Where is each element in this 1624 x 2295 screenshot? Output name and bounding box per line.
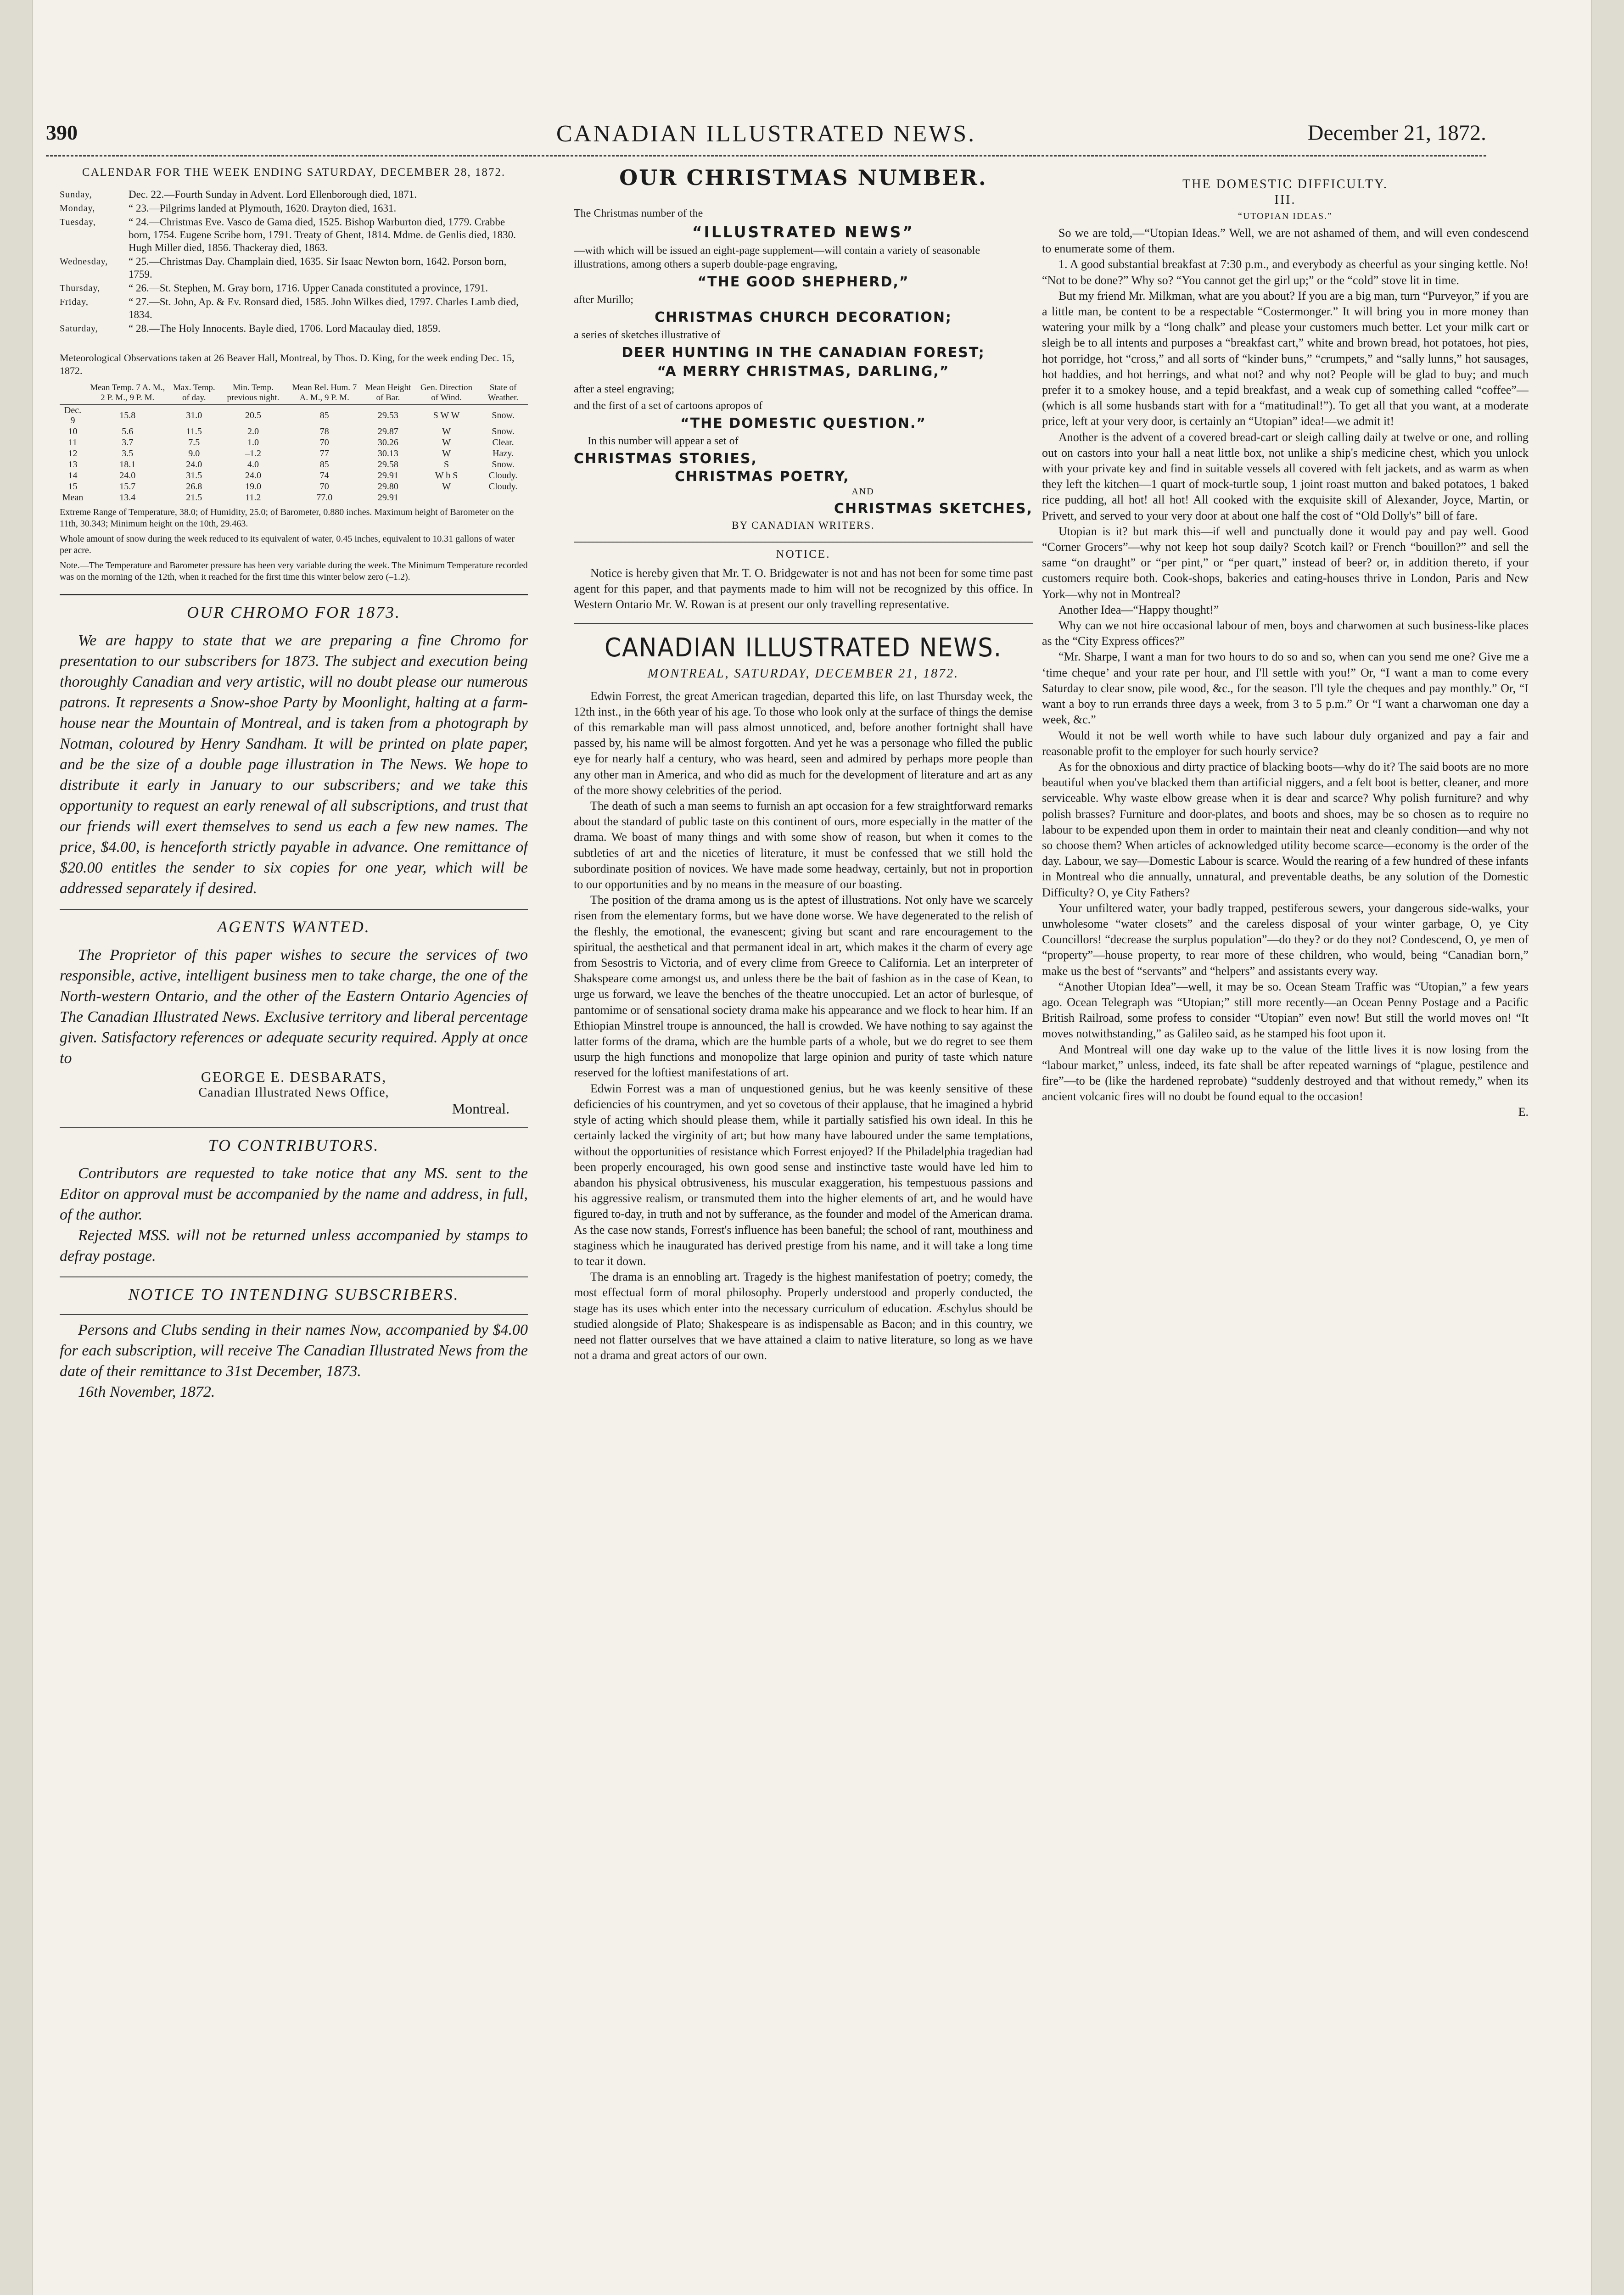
table-row xyxy=(60,492,528,503)
table-cell: –1.2 xyxy=(245,448,261,459)
calendar-row xyxy=(60,322,528,335)
domestic-paragraph: Why can we not hire occasional labour of men, boys and charwomen at such business-like places as the “City Express offices?” xyxy=(1042,619,1529,648)
domestic-signoff: E. xyxy=(1518,1105,1529,1119)
table-cell: 3.7 xyxy=(122,437,134,448)
table-cell: 18.1 xyxy=(119,459,136,470)
table-row xyxy=(60,437,528,448)
domestic-paragraph: And Montreal will one day wake up to the value of the little lives it is now losing from the “labour market,” unless, indeed, its fate shall be after repeated warnings of “plague, pestilence and fire”—to be (like the hardened reprobate) “suddenly destroyed and that without remedy,” when its ancient volcanic fires will no doubt be found equal to the occasion! xyxy=(1042,1042,1529,1103)
table-cell: 78 xyxy=(319,426,329,437)
table-cell: 15 xyxy=(68,481,78,492)
table-cell: 5.6 xyxy=(122,426,134,437)
editorial-masthead: CANADIAN ILLUSTRATED NEWS. xyxy=(605,633,1002,663)
editorial-paragraph: Edwin Forrest was a man of unquestioned genius, but he was keenly sensitive of these deficiencies of his countrymen, and yet so covetous of their applause, that he imagined a hybrid style of acting which should please them, while it partially satisfied his own ideal. In this he certainly lacked the virginity of art; but how many have laboured under the same temptations, without the opportunities of resistance which Forrest enjoyed? If the Philadelphia tragedian had been properly encouraged, his own good sense and instinctive taste would have led him to abandon his physical obtrusiveness, his muscular exaggeration, his tempestuous passions and his aggressive realism, or transmuted them into the higher elements of art, and he would have figured to-day, in truth and not by sufferance, as the founder and model of the American drama. As the case now stands, Forrest's influence has been baneful; the school of rant, mouthiness and staginess which he inaugurated has derived prestige from his name, and it will take a long time to tear it down. xyxy=(574,1081,1033,1268)
contributors-title: TO CONTRIBUTORS. xyxy=(208,1136,380,1154)
table-cell: 21.5 xyxy=(186,493,202,503)
calendar-row xyxy=(60,188,528,201)
notice-body: Notice is hereby given that Mr. T. O. Bridgewater is not and has not been for some time past agent for this paper, and that payments made to him will not be recognized by this office. In Western Ontario Mr. W. Rowan is at present our only travelling representative. xyxy=(574,566,1033,611)
table-cell: W xyxy=(442,426,451,437)
meteorology-note: Whole amount of snow during the week reduced to its equivalent of water, 0.45 inches, equivalent to 10.31 gallons of water per acre. xyxy=(60,534,515,555)
table-cell: 20.5 xyxy=(245,410,261,420)
christmas-after: after Murillo; xyxy=(574,294,633,306)
table-cell: 7.5 xyxy=(188,437,200,448)
table-cell: 11.2 xyxy=(245,493,261,503)
christmas-paper-name: “ILLUSTRATED NEWS” xyxy=(692,223,915,241)
calendar-day: Thursday, xyxy=(60,283,101,293)
table-cell xyxy=(478,492,528,503)
table-cell: 24.0 xyxy=(186,459,202,470)
table-cell: Cloudy. xyxy=(488,470,518,481)
table-cell: 74 xyxy=(319,470,329,481)
table-cell: Dec. 9 xyxy=(64,405,82,425)
table-header: Max. Temp. of day. xyxy=(169,382,219,404)
scan-edge-left xyxy=(0,0,33,2295)
chromo-body: We are happy to state that we are preparing a fine Chromo for presentation to our subscribers for 1873. The subject and execution being thoroughly Canadian and very artistic, will no doubt please our numerous patrons. It represents a Snow-shoe Party by Moonlight, halting at a farm-house near the Mountain of Montreal, and is taken from a photograph by Notman, coloured by Henry Sandham. It will be printed on plate paper, and be the size of a double page illustration in The News. We hope to distribute it early in January to our subscribers; and we take this opportunity to request an early renewal of all subscriptions, and trust that our friends will exert themselves to send us each a few new names. The price, $4.00, is henceforth strictly payable in advance. One remittance of $20.00 entitles the sender to six copies for one year, which will be addressed separately if desired. xyxy=(60,632,528,897)
calendar-day: Sunday, xyxy=(60,190,92,200)
table-cell: Cloudy. xyxy=(488,481,518,492)
subscribers-body: Persons and Clubs sending in their names Now, accompanied by $4.00 for each subscription, will receive The Canadian Illustrated News from the date of their remittance to 31st December, 1873. xyxy=(60,1321,528,1380)
christmas-appear: In this number will appear a set of xyxy=(588,435,739,447)
table-cell: 29.91 xyxy=(377,493,398,503)
table-cell: 31.0 xyxy=(186,410,202,420)
table-cell: 29.87 xyxy=(377,426,398,437)
section-divider xyxy=(60,909,528,910)
table-row xyxy=(60,459,528,470)
domestic-paragraph: So we are told,—“Utopian Ideas.” Well, we are not ashamed of them, and will even condescend to enumerate some of them. xyxy=(1042,226,1529,256)
table-cell xyxy=(414,492,478,503)
domestic-paragraph: As for the obnoxious and dirty practice of blacking boots—why do it? The said boots are no more beautiful when you've blacked them than artificial niggers, and a felt boot is better, cleaner, and more serviceable. Why waste elbow grease when it is dear and scarce? Why polish furniture? and why polish brasses? Furniture and door-plates, and boots and shoes, may be so chosen as to require no labour to be expended upon them in order to maintain their neat and cleanly condition—and why not so choose them? When articles of acknowledged utility become scarce—economy is the order of the day. Labour, we say—Domestic Labour is scarce. Would the rearing of a few hundred of these infants in Montreal who die annually, unnatural, and preventable deaths, be any solution of the Domestic Difficulty? O, ye City Fathers? xyxy=(1042,760,1529,899)
calendar-entry: Dec. 22.—Fourth Sunday in Advent. Lord Ellenborough died, 1871. xyxy=(129,189,417,200)
issue-date: December 21, 1872. xyxy=(1307,121,1486,145)
calendar-entry: “ 26.—St. Stephen, M. Gray born, 1716. Upper Canada constituted a province, 1791. xyxy=(129,282,488,294)
christmas-byline: BY CANADIAN WRITERS. xyxy=(732,520,875,531)
table-header: Min. Temp. previous night. xyxy=(219,382,287,404)
table-cell: 77 xyxy=(319,448,329,459)
table-cell: 29.53 xyxy=(377,410,398,420)
domestic-number: III. xyxy=(1274,193,1296,207)
table-cell: 70 xyxy=(319,481,329,492)
meteorology-table xyxy=(60,382,528,503)
christmas-engraving: “THE GOOD SHEPHERD,” xyxy=(697,274,909,290)
table-cell: Mean xyxy=(62,493,84,503)
calendar-list xyxy=(60,188,528,335)
table-cell: 13.4 xyxy=(119,493,136,503)
table-cell: Snow. xyxy=(492,459,515,470)
header-rule xyxy=(46,155,1486,157)
calendar-title: CALENDAR FOR THE WEEK ENDING SATURDAY, DECEMBER 28, 1872. xyxy=(82,166,506,179)
domestic-paragraph: Would it not be well worth while to have such labour duly organized and pay a fair and reasonable profit to the employer for such hourly service? xyxy=(1042,728,1529,758)
table-header-row xyxy=(60,382,528,404)
column-right xyxy=(1042,165,1529,2194)
newspaper-page xyxy=(46,0,1578,2295)
calendar-entry: “ 28.—The Holy Innocents. Bayle died, 1706. Lord Macaulay died, 1859. xyxy=(129,323,441,334)
table-cell: 15.7 xyxy=(119,481,136,492)
christmas-poetry: CHRISTMAS POETRY, xyxy=(675,469,850,485)
table-header: Mean Height of Bar. xyxy=(362,382,414,404)
domestic-title: THE DOMESTIC DIFFICULTY. xyxy=(1182,177,1388,191)
notice-title: NOTICE. xyxy=(776,548,831,560)
table-cell: W xyxy=(442,448,451,459)
christmas-sketches-intro: a series of sketches illustrative of xyxy=(574,329,721,341)
table-cell: W xyxy=(442,481,451,492)
table-cell: 29.91 xyxy=(377,470,398,481)
table-cell: 24.0 xyxy=(245,470,261,481)
table-cell: Hazy. xyxy=(493,448,514,459)
chromo-title: OUR CHROMO FOR 1873. xyxy=(187,603,401,621)
table-cell: 4.0 xyxy=(247,459,259,470)
calendar-entry: “ 25.—Christmas Day. Champlain died, 1635. Sir Isaac Newton born, 1642. Porson born, 1759. xyxy=(129,256,507,280)
section-divider xyxy=(574,623,1033,624)
christmas-darling: “A MERRY CHRISTMAS, DARLING,” xyxy=(657,364,950,380)
calendar-row xyxy=(60,282,528,295)
christmas-question: “THE DOMESTIC QUESTION.” xyxy=(680,415,926,431)
table-row xyxy=(60,404,528,426)
table-row xyxy=(60,448,528,459)
christmas-cartoons: and the first of a set of cartoons apropos of xyxy=(574,400,763,412)
agents-signature-name: GEORGE E. DESBARATS, xyxy=(201,1069,387,1085)
domestic-paragraph: Another is the advent of a covered bread-cart or sleigh calling daily at twelve or one, and rolling out on castors into your hall a neat little box, not unlike a ship's medicine chest, which you unlock with your private key and find in suitable vessels all covered with felt jackets, and as warm as when they left the kitchen—1 quart of mock-turtle soup, 1 joint roast mutton and baked potatoes, 1 baked rice pudding, all hot! all hot! All cooked with the exquisite skill of Alexander, Joyce, Martin, or Privett, and served to your very door at about one half the cost of “Old Dolly's” bill of fare. xyxy=(1042,430,1529,522)
calendar-day: Saturday, xyxy=(60,324,98,334)
calendar-row xyxy=(60,296,528,321)
table-header: Gen. Direction of Wind. xyxy=(414,382,478,404)
agents-body: The Proprietor of this paper wishes to secure the services of two responsible, active, intelligent business men to take charge, the one of the North-western Ontario, and the other of the Eastern Ontario Agencies of The Canadian Illustrated News. Exclusive territory and liberal percentage given. Satisfactory references or adequate security required. Apply at once to xyxy=(60,946,528,1067)
calendar-day: Tuesday, xyxy=(60,217,96,227)
table-cell: 30.26 xyxy=(377,437,398,448)
calendar-day: Wednesday, xyxy=(60,257,108,267)
christmas-and: AND xyxy=(851,487,874,497)
table-cell: 11.5 xyxy=(186,426,202,437)
column-left xyxy=(60,165,528,2194)
christmas-decoration: CHRISTMAS CHURCH DECORATION; xyxy=(655,309,952,325)
section-divider xyxy=(60,594,528,595)
table-cell: Clear. xyxy=(492,437,514,448)
table-cell: 29.80 xyxy=(377,481,398,492)
christmas-stories: CHRISTMAS STORIES, xyxy=(574,451,757,467)
domestic-paragraph: “Mr. Sharpe, I want a man for two hours to do so and so, when can you send me one? Give me a ‘time cheque’ and your rate per hour, and I'll settle with you!” Or, “I want a man to come every Saturday to clear snow, pile wood, &c., for the season. I'll tyle the cheques and pay monthly.” Or, “I want a boy to run errands three days a week, from 3 to 5 p.m.” Or “I want a charwoman one day a week, &c.” xyxy=(1042,650,1529,727)
calendar-day: Friday, xyxy=(60,297,89,307)
table-cell: 14 xyxy=(68,470,78,481)
section-divider xyxy=(60,1127,528,1128)
section-divider xyxy=(60,1276,528,1277)
meteorology-note: Extreme Range of Temperature, 38.0; of Humidity, 25.0; of Barometer, 0.880 inches. Maximum height of Barometer on the 11th, 30.343; Minimum height on the 10th, 29.463. xyxy=(60,507,514,529)
christmas-number-title: OUR CHRISTMAS NUMBER. xyxy=(619,165,987,190)
christmas-intro: The Christmas number of the xyxy=(574,207,703,219)
table-cell: 24.0 xyxy=(119,470,136,481)
column-middle xyxy=(574,165,1033,2194)
table-cell: 31.5 xyxy=(186,470,202,481)
calendar-row xyxy=(60,216,528,254)
agents-signature-city: Montreal. xyxy=(452,1100,510,1117)
table-cell: 1.0 xyxy=(247,437,259,448)
table-header xyxy=(60,382,86,404)
table-cell: S W W xyxy=(433,410,460,420)
editorial-paragraph: The death of such a man seems to furnish an apt occasion for a few straightforward remarks about the standard of public taste on this continent of ours, more especially in the matter of the drama. We boast of many things and with some show of reason, but when it comes to the subtleties of art and the niceties of literature, it must be confessed that we still hold the subordinate position of novices. We have made some headway, certainly, but not in proportion to our opportunities and by no means in the measure of our boasting. xyxy=(574,799,1033,891)
christmas-sketches: CHRISTMAS SKETCHES, xyxy=(834,501,1033,517)
table-row xyxy=(60,470,528,481)
calendar-entry: “ 23.—Pilgrims landed at Plymouth, 1620. Drayton died, 1631. xyxy=(129,202,397,214)
agents-signature-office: Canadian Illustrated News Office, xyxy=(198,1086,389,1100)
page-number: 390 xyxy=(46,121,78,144)
domestic-paragraph: Another Idea—“Happy thought!” xyxy=(1058,603,1219,616)
table-cell: 26.8 xyxy=(186,481,202,492)
section-divider xyxy=(574,542,1033,543)
table-cell: 19.0 xyxy=(245,481,261,492)
editorial-paragraph: The drama is an ennobling art. Tragedy is the highest manifestation of poetry; comedy, the most effectual form of moral philosophy. Properly understood and properly conducted, the stage has its uses which enter into the necessary curriculum of education. Æschylus should be studied alongside of Plato; Shakespeare is as indispensable as Bacon; and in this country, we need not flatter ourselves that we have attained a claim to native literature, so long as we have not a drama and great actors of our own. xyxy=(574,1270,1033,1362)
domestic-paragraph: “Another Utopian Idea”—well, it may be so. Ocean Steam Traffic was “Utopian,” a few years ago. Ocean Telegraph was “Utopian;” still more recently—an Ocean Penny Postage and a Pacific British Railroad, some profess to consider “Utopian” even now! But still the world moves on! “It moves notwithstanding,” as Galileo said, as he stamped his foot upon it. xyxy=(1042,980,1529,1041)
table-cell: 9.0 xyxy=(188,448,200,459)
domestic-paragraph: But my friend Mr. Milkman, what are you about? If you are a big man, turn “Purveyor,” if you are a little man, be content to be a respectable “Costermonger.” It will bring you in more money than watering your milk by a “long chalk” and please your customers much better. Let your milk cart or sleigh be to all intents and purposes a “breakfast cart,” white and brown bread, hot potatoes, hot pies, hot porridge, hot “cross,” and all sorts of “kinder buns,” “crumpets,” and “sally lunns,” hot sausages, hot haddies, and hot herrings, and what not? and why not? People will be glad to buy; and much prefer it to a smokey house, and a tepid breakfast, and a weak cup of something called “coffee”—(which is all some husbands start with for a “matitudinal!”). To get all that you want, at a moderate price, left at your very door, is certainly an “Utopian” idea!—we admit it! xyxy=(1042,289,1529,428)
table-cell: Snow. xyxy=(492,426,515,437)
table-cell: 70 xyxy=(319,437,329,448)
domestic-paragraph: Utopian is it? but mark this—if well and punctually done it would pay and pay well. Good “Corner Grocers”—why not keep hot soup daily? Scotch kail? or French “bouillon?” and sell the same “on draught” or “per pint,” or “per quart,” instead of beer? or, in addition thereto, if your customers require both. Cook-shops, bakeries and eating-houses thrive in London, Paris and New York—why not in Montreal? xyxy=(1042,524,1529,601)
editorial-paragraph: Edwin Forrest, the great American tragedian, departed this life, on last Thursday week, the 12th inst., in the 66th year of his age. To those who look only at the surface of things the demise of this remarkable man will pass almost unnoticed, and, before another fortnight shall have passed by, his name will be almost forgotten. And yet he was a personage who filled the public eye for nearly half a century, who was heard, seen and admired by perhaps more people than any other man in America, and who did as much for the development of literature and art as any of the more showy celebrities of the period. xyxy=(574,689,1033,797)
agents-title: AGENTS WANTED. xyxy=(217,918,370,936)
masthead xyxy=(46,120,1486,152)
contributors-paragraph: Contributors are requested to take notice that any MS. sent to the Editor on approval must be accompanied by the name and address, in full, of the author. xyxy=(60,1165,528,1223)
calendar-day: Monday, xyxy=(60,203,95,213)
table-row xyxy=(60,481,528,492)
table-cell: 15.8 xyxy=(119,410,136,420)
table-cell: W b S xyxy=(435,470,458,481)
table-cell: 77.0 xyxy=(316,493,333,503)
subscribers-title: NOTICE TO INTENDING SUBSCRIBERS. xyxy=(128,1285,459,1304)
editorial-dateline: MONTREAL, SATURDAY, DECEMBER 21, 1872. xyxy=(647,666,959,681)
table-header: State of Weather. xyxy=(478,382,528,404)
table-cell: 30.13 xyxy=(377,448,398,459)
table-cell: 12 xyxy=(68,448,78,459)
table-cell: 85 xyxy=(319,410,329,420)
table-cell: 2.0 xyxy=(247,426,259,437)
contributors-paragraph: Rejected MSS. will not be returned unless accompanied by stamps to defray postage. xyxy=(60,1227,528,1265)
christmas-steel: after a steel engraving; xyxy=(574,383,675,395)
editorial-paragraph: The position of the drama among us is the aptest of illustrations. Not only have we scarcely risen from the elementary forms, but we have done worse. We have degenerated to the relish of the fleshly, the emotional, the evanescent; giving but scant and rare encouragement to the spiritual, the aesthetical and that permanent ideal in art, which makes it the charm of every age from Sesostris to Victoria, and of every clime from Greece to California. Let an interpreter of Shakspeare come amongst us, and unless there be the bait of fashion as in the case of Kean, to urge us forward, we leave the benches of the theatre unoccupied. Let an actor of burlesque, of pantomime or of sensational society drama make his appearance and we flock to hear him. If an Ethiopian Minstrel troupe is announced, the hall is crowded. We have nothing to say against the latter forms of the drama, which are the humble parts of a whole, but we do regret to see them usurp the high functions and monopolize that large opinion and purity of taste which nature reserved for the loftiest manifestations of art. xyxy=(574,893,1033,1080)
table-cell: 13 xyxy=(68,459,78,470)
table-cell: 85 xyxy=(319,459,329,470)
table-cell: 29.58 xyxy=(377,459,398,470)
table-cell: Snow. xyxy=(492,410,515,420)
table-header: Mean Temp. 7 A. M., 2 P. M., 9 P. M. xyxy=(86,382,169,404)
table-cell: 3.5 xyxy=(122,448,134,459)
meteorology-note: Note.—The Temperature and Barometer pressure has been very variable during the week. The Minimum Temperature recorded was on the morning of the 12th, when it reached for the first time this winter below zero (–1.2). xyxy=(60,560,528,582)
calendar-row xyxy=(60,202,528,215)
domestic-paragraph: Your unfiltered water, your badly trapped, pestiferous sewers, your dangerous side-walks, your unwholesome “water closets” and the careless disposal of your winter garbage, O, ye City Councillors! “decrease the surplus population”—do they? or do they not? Condescend, O, ye men of “property”—house property, to rear more of these children, who would, being “Canadian born,” make us the best of “servants” and “helpers” and assistants every way. xyxy=(1042,901,1529,978)
section-divider xyxy=(60,1314,528,1315)
calendar-row xyxy=(60,255,528,281)
subscribers-date: 16th November, 1872. xyxy=(78,1383,215,1400)
christmas-deer: DEER HUNTING IN THE CANADIAN FOREST; xyxy=(622,345,985,361)
table-cell: 11 xyxy=(68,437,78,448)
christmas-lead: —with which will be issued an eight-page supplement—will contain a variety of seasonable illustrations, among others a superb double-page engraving, xyxy=(574,245,980,270)
table-row xyxy=(60,426,528,437)
domestic-subtitle: “UTOPIAN IDEAS.” xyxy=(1238,211,1333,221)
table-cell: W xyxy=(442,437,451,448)
table-cell: 10 xyxy=(68,426,78,437)
table-cell: S xyxy=(443,459,449,470)
domestic-paragraph: 1. A good substantial breakfast at 7:30 p.m., and everybody as cheerful as your singing kettle. No! “Not to be done?” Why so? “You cannot get the girl up;” or the “cold” stove lit in time. xyxy=(1042,257,1529,287)
scan-edge-right xyxy=(1591,0,1624,2295)
calendar-entry: “ 27.—St. John, Ap. & Ev. Ronsard died, 1585. John Wilkes died, 1797. Charles Lamb died, 1834. xyxy=(129,296,519,320)
table-header: Mean Rel. Hum. 7 A. M., 9 P. M. xyxy=(287,382,362,404)
paper-name: CANADIAN ILLUSTRATED NEWS. xyxy=(556,121,976,147)
meteorology-intro: Meteorological Observations taken at 26 Beaver Hall, Montreal, by Thos. D. King, for the week ending Dec. 15, 1872. xyxy=(60,352,515,376)
calendar-entry: “ 24.—Christmas Eve. Vasco de Gama died, 1525. Bishop Warburton died, 1779. Crabbe born, 1754. Eugene Scribe born, 1791. Treaty of Ghent, 1814. Mdme. de Genlis died, 1830. Hugh Miller died, 1856. Thackeray died, 1863. xyxy=(129,216,516,253)
